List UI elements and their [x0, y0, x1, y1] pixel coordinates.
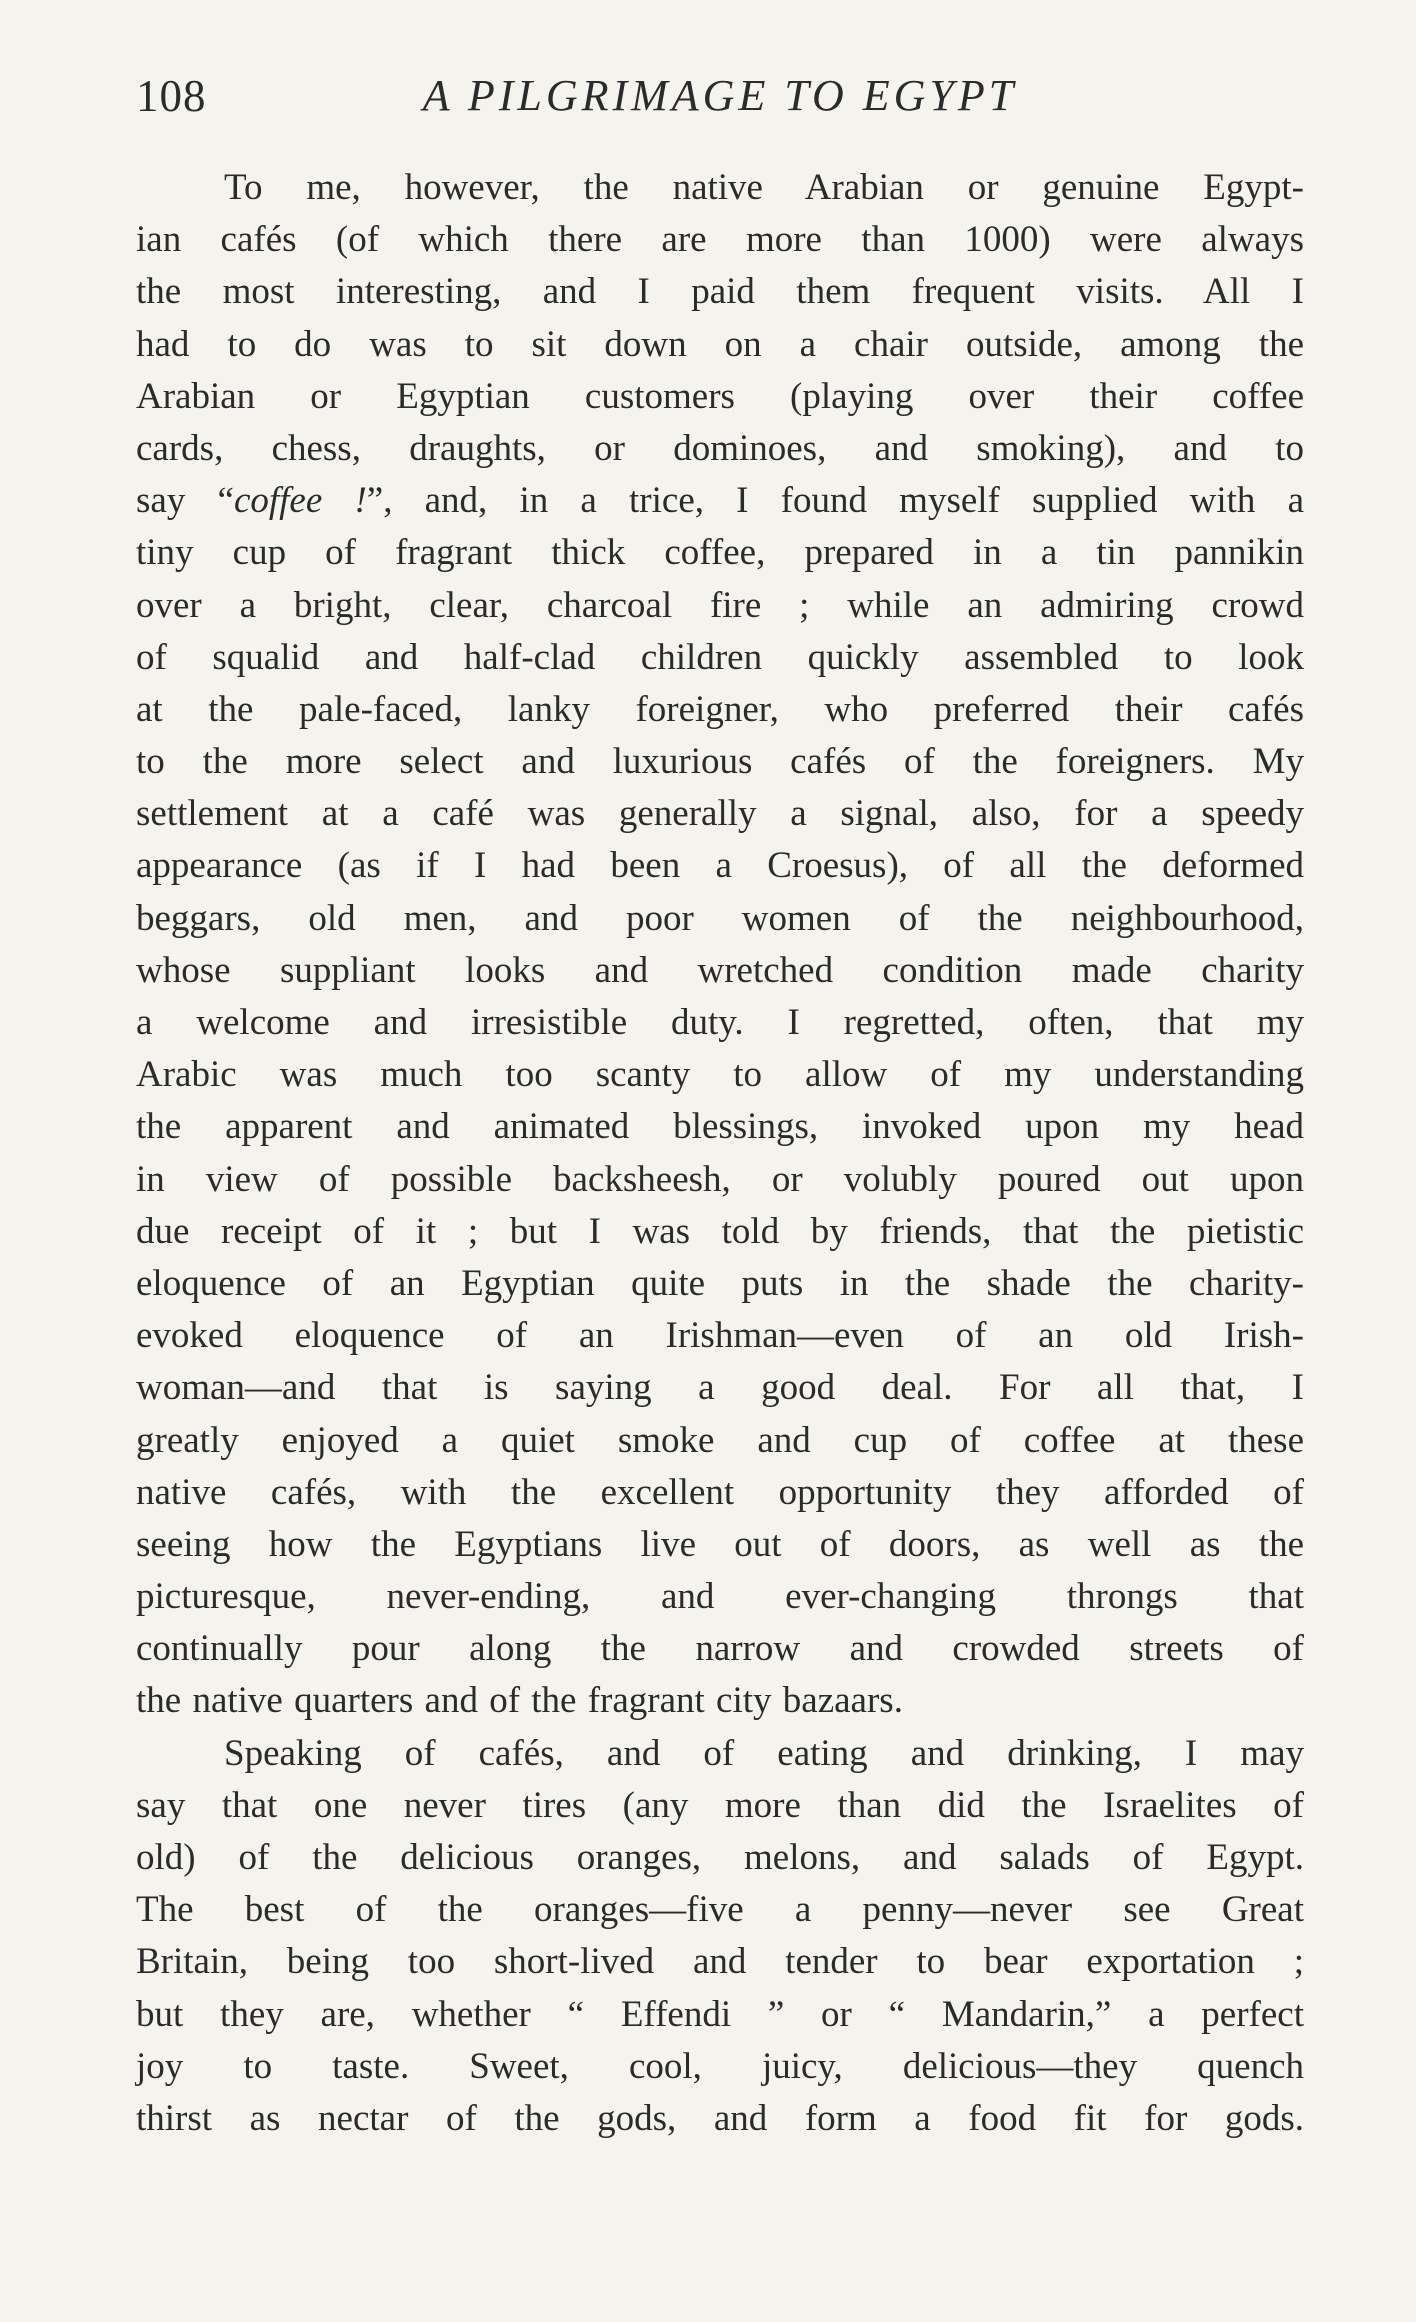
text-fragment: ”, and, in a trice, I found myself supplied with a	[366, 480, 1304, 522]
text-line: Arabian or Egyptian customers (playing over their coffee	[136, 375, 1304, 417]
running-head	[136, 70, 1304, 140]
text-line: Arabic was much too scanty to allow of my understanding	[136, 1054, 1304, 1096]
text-line: had to do was to sit down on a chair outside, among the	[136, 323, 1304, 365]
text-line: over a bright, clear, charcoal fire ; while an admiring crowd	[136, 584, 1304, 626]
text-line: appearance (as if I had been a Croesus), of all the deformed	[136, 845, 1304, 887]
text-fragment: say “	[136, 480, 234, 522]
page-number: 108	[136, 71, 207, 121]
body-text	[136, 162, 1304, 2145]
text-line: Speaking of cafés, and of eating and drinking, I may	[224, 1732, 1304, 1774]
text-line: eloquence of an Egyptian quite puts in the shade the charity-	[136, 1262, 1304, 1304]
text-line: whose suppliant looks and wretched condition made charity	[136, 949, 1304, 991]
running-title: A PILGRIMAGE TO EGYPT	[422, 71, 1018, 120]
text-line: picturesque, never-ending, and ever-changing throngs that	[136, 1576, 1304, 1618]
text-line: a welcome and irresistible duty. I regretted, often, that my	[136, 1002, 1304, 1043]
text-line: in view of possible backsheesh, or volubly poured out upon	[136, 1158, 1304, 1200]
text-line: seeing how the Egyptians live out of doors, as well as the	[136, 1523, 1304, 1565]
text-line: to the more select and luxurious cafés of the foreigners. My	[136, 741, 1304, 783]
text-line: evoked eloquence of an Irishman—even of an old Irish-	[136, 1315, 1304, 1357]
text-line: Britain, being too short-lived and tender to bear exportation ;	[136, 1941, 1304, 1983]
italic-word: coffee !	[233, 480, 367, 522]
text-line: say that one never tires (any more than did the Israelites of	[136, 1784, 1304, 1826]
text-line: settlement at a café was generally a signal, also, for a speedy	[136, 793, 1304, 835]
text-line: but they are, whether “ Effendi ” or “ Mandarin,” a perfect	[136, 1993, 1304, 2035]
text-line: continually pour along the narrow and crowded streets of	[136, 1628, 1304, 1670]
text-line: woman—and that is saying a good deal. For all that, I	[136, 1367, 1304, 1409]
text-line: To me, however, the native Arabian or genuine Egypt-	[224, 167, 1304, 208]
text-line: due receipt of it ; but I was told by friends, that the pietistic	[136, 1210, 1304, 1252]
text-line: at the pale-faced, lanky foreigner, who preferred their cafés	[136, 688, 1304, 730]
text-line: joy to taste. Sweet, cool, juicy, delicious—they quench	[136, 2045, 1304, 2087]
text-line: the native quarters and of the fragrant city bazaars.	[136, 1680, 903, 1722]
text-line: tiny cup of fragrant thick coffee, prepared in a tin pannikin	[136, 532, 1304, 574]
text-line: The best of the oranges—five a penny—never see Great	[136, 1889, 1304, 1931]
text-line: cards, chess, draughts, or dominoes, and smoking), and to	[136, 427, 1304, 469]
text-line: of squalid and half-clad children quickly assembled to look	[136, 636, 1304, 678]
text-line: the apparent and animated blessings, invoked upon my head	[136, 1106, 1304, 1148]
text-line	[136, 475, 1304, 527]
text-line: ian cafés (of which there are more than 1000) were always	[136, 219, 1304, 261]
text-line: native cafés, with the excellent opportunity they afforded of	[136, 1471, 1304, 1513]
text-line: old) of the delicious oranges, melons, and salads of Egypt.	[136, 1837, 1304, 1878]
text-line: the most interesting, and I paid them frequent visits. All I	[136, 271, 1304, 313]
text-line: beggars, old men, and poor women of the neighbourhood,	[136, 897, 1304, 939]
text-line: greatly enjoyed a quiet smoke and cup of coffee at these	[136, 1419, 1304, 1461]
text-line: thirst as nectar of the gods, and form a food fit for gods.	[136, 2097, 1304, 2139]
